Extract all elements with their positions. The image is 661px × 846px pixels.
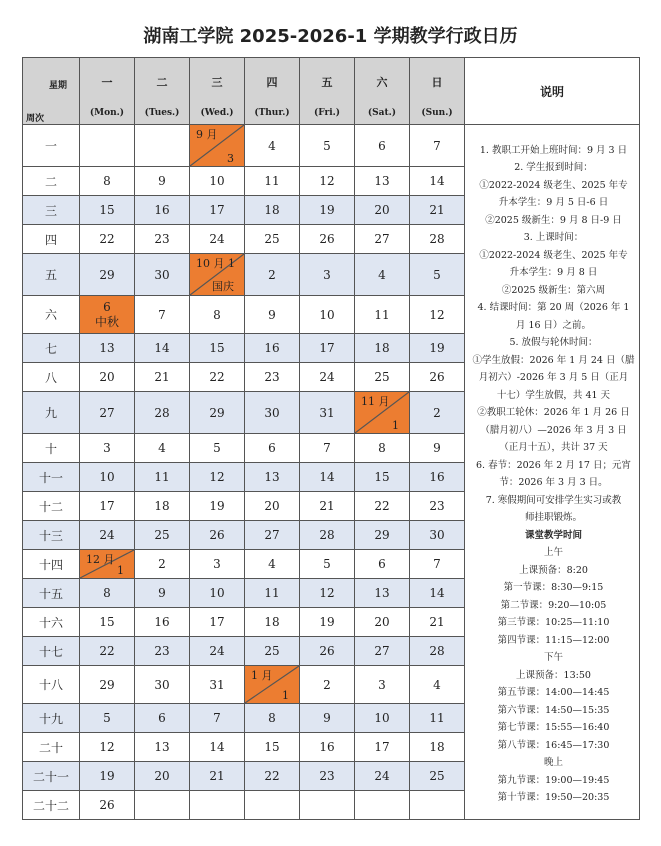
date-cell: 21 bbox=[410, 196, 465, 225]
date-cell: 28 bbox=[300, 521, 355, 550]
notes-line: ①2022-2024 级老生、2025 年专 bbox=[479, 249, 628, 261]
week-label: 十五 bbox=[23, 579, 80, 608]
date-cell: 21 bbox=[300, 492, 355, 521]
notes-line: 第六节课：14:50—15:35 bbox=[497, 704, 610, 716]
date-cell: 6 bbox=[355, 125, 410, 167]
notes-line: ②2025 级新生：9 月 8 日-9 日 bbox=[485, 214, 622, 226]
notes-line: （正月十五），共计 37 天 bbox=[499, 442, 608, 453]
notes-line: （腊月初八）—2026 年 3 月 3 日 bbox=[480, 424, 627, 436]
date-cell: 15 bbox=[245, 733, 300, 762]
date-cell bbox=[135, 125, 190, 167]
week-label: 十九 bbox=[23, 704, 80, 733]
highlight-date-bottom: 中秋 bbox=[94, 314, 119, 329]
notes-line: 第八节课：16:45—17:30 bbox=[497, 739, 610, 751]
week-label: 二十一 bbox=[23, 762, 80, 791]
date-cell bbox=[410, 791, 465, 820]
date-cell: 6 bbox=[355, 550, 410, 579]
highlight-date-top: 1 月 bbox=[251, 669, 273, 682]
date-cell: 27 bbox=[355, 225, 410, 254]
date-cell: 3 bbox=[190, 550, 245, 579]
date-cell: 19 bbox=[410, 334, 465, 363]
day-name-cn: 六 bbox=[376, 76, 388, 89]
highlight-date-bottom: 国庆 bbox=[212, 280, 234, 293]
date-cell: 17 bbox=[190, 196, 245, 225]
notes-line: 第九节课：19:00—19:45 bbox=[497, 774, 610, 786]
date-cell: 30 bbox=[135, 254, 190, 296]
date-cell: 14 bbox=[410, 579, 465, 608]
date-cell: 2 bbox=[410, 392, 465, 434]
date-cell: 31 bbox=[300, 392, 355, 434]
corner-cell bbox=[23, 58, 80, 125]
date-cell: 5 bbox=[300, 125, 355, 167]
date-cell: 2 bbox=[300, 666, 355, 704]
header-day-thu bbox=[245, 58, 300, 125]
date-cell: 27 bbox=[355, 637, 410, 666]
date-cell: 10 bbox=[190, 167, 245, 196]
notes-line: 第二节课：9:20—10:05 bbox=[500, 599, 607, 611]
date-cell: 23 bbox=[300, 762, 355, 791]
date-cell: 29 bbox=[80, 666, 135, 704]
date-cell: 30 bbox=[410, 521, 465, 550]
date-cell: 15 bbox=[80, 196, 135, 225]
date-cell: 4 bbox=[355, 254, 410, 296]
date-cell: 18 bbox=[410, 733, 465, 762]
notes-line: 月 16 日）之前。 bbox=[515, 319, 592, 331]
date-cell: 15 bbox=[190, 334, 245, 363]
date-cell: 17 bbox=[300, 334, 355, 363]
date-cell: 9 bbox=[135, 579, 190, 608]
notes-line: 7. 寒假期间可安排学生实习或教 bbox=[485, 494, 622, 506]
date-cell: 24 bbox=[300, 363, 355, 392]
week-label: 二 bbox=[23, 167, 80, 196]
date-cell: 19 bbox=[300, 608, 355, 637]
week-label: 十一 bbox=[23, 463, 80, 492]
date-cell: 12 bbox=[300, 579, 355, 608]
day-name-en: (Fri.) bbox=[313, 108, 341, 118]
notes-line: 第三节课：10:25—11:10 bbox=[497, 617, 610, 628]
date-cell: 25 bbox=[245, 225, 300, 254]
date-cell: 9 bbox=[410, 434, 465, 463]
header-day-tue bbox=[135, 58, 190, 125]
highlight-date-bottom: 1 bbox=[392, 419, 399, 432]
header-day-sun bbox=[410, 58, 465, 125]
date-cell: 22 bbox=[245, 762, 300, 791]
date-cell: 16 bbox=[410, 463, 465, 492]
day-name-en: (Tues.) bbox=[144, 108, 180, 118]
notes-content bbox=[465, 138, 639, 807]
date-cell: 10 bbox=[300, 296, 355, 334]
date-cell: 13 bbox=[355, 579, 410, 608]
date-cell: 13 bbox=[80, 334, 135, 363]
date-cell: 15 bbox=[80, 608, 135, 637]
date-cell: 26 bbox=[300, 637, 355, 666]
highlight-date-cell bbox=[355, 392, 410, 434]
date-cell: 7 bbox=[135, 296, 190, 334]
header-day-sat bbox=[355, 58, 410, 125]
notes-line: 下午 bbox=[543, 652, 563, 663]
date-cell: 8 bbox=[190, 296, 245, 334]
notes-line: 第四节课：11:15—12:00 bbox=[497, 634, 610, 646]
date-cell: 12 bbox=[410, 296, 465, 334]
date-cell: 16 bbox=[245, 334, 300, 363]
date-cell: 25 bbox=[355, 363, 410, 392]
day-name-cn: 二 bbox=[156, 76, 168, 89]
notes-header: 说明 bbox=[465, 58, 640, 125]
date-cell: 13 bbox=[245, 463, 300, 492]
notes-section-title: 课堂教学时间 bbox=[524, 529, 582, 541]
date-cell: 7 bbox=[410, 550, 465, 579]
week-label: 十七 bbox=[23, 637, 80, 666]
notes-line: 节：2026 年 3 月 3 日。 bbox=[499, 477, 608, 488]
week-label: 十四 bbox=[23, 550, 80, 579]
header-row bbox=[23, 58, 640, 125]
week-label: 二十二 bbox=[23, 791, 80, 820]
date-cell: 16 bbox=[135, 608, 190, 637]
highlight-date-cell bbox=[190, 254, 245, 296]
date-cell: 11 bbox=[245, 167, 300, 196]
date-cell: 29 bbox=[355, 521, 410, 550]
date-cell: 11 bbox=[245, 579, 300, 608]
notes-line: ①2022-2024 级老生、2025 年专 bbox=[479, 179, 628, 191]
date-cell: 17 bbox=[355, 733, 410, 762]
notes-panel bbox=[465, 125, 640, 820]
date-cell: 30 bbox=[135, 666, 190, 704]
date-cell: 22 bbox=[190, 363, 245, 392]
date-cell: 9 bbox=[300, 704, 355, 733]
date-cell: 28 bbox=[410, 225, 465, 254]
date-cell: 28 bbox=[135, 392, 190, 434]
date-cell: 4 bbox=[245, 125, 300, 167]
date-cell: 4 bbox=[410, 666, 465, 704]
notes-line: 第一节课：8:30—9:15 bbox=[503, 582, 604, 593]
day-name-cn: 五 bbox=[321, 76, 333, 89]
notes-line: ①学生放假：2026 年 1 月 24 日（腊 bbox=[472, 354, 635, 366]
date-cell: 10 bbox=[190, 579, 245, 608]
date-cell: 3 bbox=[300, 254, 355, 296]
date-cell: 11 bbox=[410, 704, 465, 733]
date-cell: 8 bbox=[80, 167, 135, 196]
notes-line: ②教职工轮休：2026 年 1 月 26 日 bbox=[477, 407, 630, 418]
notes-line: 5. 放假与轮休时间： bbox=[509, 337, 598, 348]
date-cell: 27 bbox=[80, 392, 135, 434]
date-cell: 24 bbox=[80, 521, 135, 550]
date-cell: 20 bbox=[135, 762, 190, 791]
week-label: 五 bbox=[23, 254, 80, 296]
date-cell: 17 bbox=[190, 608, 245, 637]
date-cell: 26 bbox=[80, 791, 135, 820]
date-cell: 2 bbox=[245, 254, 300, 296]
date-cell: 7 bbox=[300, 434, 355, 463]
date-cell bbox=[80, 125, 135, 167]
highlight-date-cell bbox=[245, 666, 300, 704]
week-label: 十六 bbox=[23, 608, 80, 637]
week-label: 三 bbox=[23, 196, 80, 225]
date-cell bbox=[355, 791, 410, 820]
header-day-fri bbox=[300, 58, 355, 125]
date-cell: 23 bbox=[245, 363, 300, 392]
highlight-date-cell bbox=[80, 550, 135, 579]
date-cell: 28 bbox=[410, 637, 465, 666]
date-cell: 16 bbox=[300, 733, 355, 762]
notes-line: 第五节课：14:00—14:45 bbox=[497, 687, 610, 698]
date-cell: 25 bbox=[245, 637, 300, 666]
day-name-en: (Wed.) bbox=[200, 108, 234, 118]
week-label: 十 bbox=[23, 434, 80, 463]
date-cell: 7 bbox=[410, 125, 465, 167]
date-cell: 23 bbox=[410, 492, 465, 521]
date-cell bbox=[300, 791, 355, 820]
notes-line: 晚上 bbox=[543, 757, 563, 768]
date-cell: 31 bbox=[190, 666, 245, 704]
date-cell: 9 bbox=[245, 296, 300, 334]
date-cell: 13 bbox=[355, 167, 410, 196]
date-cell: 21 bbox=[410, 608, 465, 637]
date-cell: 19 bbox=[300, 196, 355, 225]
day-name-cn: 四 bbox=[266, 76, 278, 89]
week-label: 八 bbox=[23, 363, 80, 392]
date-cell: 25 bbox=[410, 762, 465, 791]
day-name-en: (Mon.) bbox=[89, 108, 125, 118]
date-cell: 27 bbox=[245, 521, 300, 550]
date-cell bbox=[190, 791, 245, 820]
highlight-date-bottom: 3 bbox=[227, 152, 234, 165]
date-cell: 5 bbox=[190, 434, 245, 463]
date-cell: 29 bbox=[80, 254, 135, 296]
date-cell: 4 bbox=[135, 434, 190, 463]
date-cell: 9 bbox=[135, 167, 190, 196]
date-cell: 26 bbox=[410, 363, 465, 392]
week-corner-label: 周次 bbox=[26, 114, 45, 124]
date-cell: 4 bbox=[245, 550, 300, 579]
date-cell: 10 bbox=[355, 704, 410, 733]
notes-line: 2. 学生报到时间： bbox=[514, 162, 593, 173]
date-cell bbox=[245, 791, 300, 820]
date-cell: 19 bbox=[190, 492, 245, 521]
notes-line: 第十节课：19:50—20:35 bbox=[497, 792, 610, 803]
notes-line: 6. 春节：2026 年 2 月 17 日；元宵 bbox=[476, 459, 631, 471]
date-cell: 18 bbox=[355, 334, 410, 363]
date-cell: 18 bbox=[245, 608, 300, 637]
notes-line: 升本学生：9 月 5 日-6 日 bbox=[498, 197, 609, 208]
highlight-date-bottom: 1 bbox=[282, 689, 289, 702]
date-cell: 12 bbox=[190, 463, 245, 492]
date-cell: 7 bbox=[190, 704, 245, 733]
notes-line: 3. 上课时间： bbox=[523, 232, 584, 243]
weekday-corner-label: 星期 bbox=[49, 81, 68, 91]
date-cell: 26 bbox=[190, 521, 245, 550]
date-cell: 6 bbox=[245, 434, 300, 463]
week-label: 十三 bbox=[23, 521, 80, 550]
day-name-en: (Sun.) bbox=[421, 108, 453, 118]
date-cell: 3 bbox=[80, 434, 135, 463]
date-cell: 5 bbox=[80, 704, 135, 733]
date-cell: 24 bbox=[190, 637, 245, 666]
highlight-date-top: 6 bbox=[103, 299, 111, 314]
date-cell: 11 bbox=[135, 463, 190, 492]
date-cell: 16 bbox=[135, 196, 190, 225]
day-name-cn: 三 bbox=[211, 76, 223, 89]
week-label: 一 bbox=[23, 125, 80, 167]
week-label: 四 bbox=[23, 225, 80, 254]
date-cell: 12 bbox=[300, 167, 355, 196]
day-name-en: (Thur.) bbox=[254, 108, 290, 118]
highlight-date-cell bbox=[190, 125, 245, 167]
notes-line: ②2025 级新生：第六周 bbox=[501, 284, 606, 296]
week-label: 六 bbox=[23, 296, 80, 334]
notes-line: 十七）学生放假，共 41 天 bbox=[496, 389, 611, 401]
date-cell: 8 bbox=[355, 434, 410, 463]
date-cell: 14 bbox=[410, 167, 465, 196]
date-cell: 3 bbox=[355, 666, 410, 704]
day-name-en: (Sat.) bbox=[367, 108, 397, 118]
week-label: 七 bbox=[23, 334, 80, 363]
day-name-cn: 日 bbox=[431, 76, 443, 89]
date-cell: 18 bbox=[135, 492, 190, 521]
date-cell: 5 bbox=[300, 550, 355, 579]
date-cell: 14 bbox=[135, 334, 190, 363]
date-cell: 23 bbox=[135, 225, 190, 254]
notes-line: 1. 教职工开始上班时间：9 月 3 日 bbox=[479, 144, 628, 156]
date-cell: 5 bbox=[410, 254, 465, 296]
week-label: 十二 bbox=[23, 492, 80, 521]
notes-line: 上课预备：13:50 bbox=[516, 669, 591, 681]
date-cell: 10 bbox=[80, 463, 135, 492]
highlight-date-top: 12 月 bbox=[86, 553, 115, 566]
date-cell: 14 bbox=[190, 733, 245, 762]
date-cell: 22 bbox=[355, 492, 410, 521]
notes-line: 升本学生：9 月 8 日 bbox=[509, 267, 598, 278]
date-cell: 18 bbox=[245, 196, 300, 225]
date-cell: 13 bbox=[135, 733, 190, 762]
date-cell: 25 bbox=[135, 521, 190, 550]
date-cell: 22 bbox=[80, 225, 135, 254]
date-cell: 17 bbox=[80, 492, 135, 521]
date-cell: 20 bbox=[80, 363, 135, 392]
notes-line: 第七节课：15:55—16:40 bbox=[497, 722, 610, 733]
date-cell: 6 bbox=[135, 704, 190, 733]
page-title: 湖南工学院 2025-2026-1 学期教学行政日历 bbox=[143, 26, 518, 47]
date-cell: 2 bbox=[135, 550, 190, 579]
week-label: 九 bbox=[23, 392, 80, 434]
date-cell: 21 bbox=[135, 363, 190, 392]
highlight-date-top: 10 月 1 bbox=[196, 257, 235, 270]
week-label: 二十 bbox=[23, 733, 80, 762]
week-row bbox=[23, 125, 640, 167]
date-cell: 14 bbox=[300, 463, 355, 492]
date-cell: 12 bbox=[80, 733, 135, 762]
date-cell: 26 bbox=[300, 225, 355, 254]
notes-line: 4. 结课时间：第 20 周（2026 年 1 bbox=[477, 302, 630, 313]
date-cell: 23 bbox=[135, 637, 190, 666]
notes-line: 月初六）-2026 年 3 月 5 日（正月 bbox=[478, 372, 629, 383]
date-cell: 8 bbox=[245, 704, 300, 733]
date-cell: 21 bbox=[190, 762, 245, 791]
date-cell: 11 bbox=[355, 296, 410, 334]
highlight-date-bottom: 1 bbox=[117, 564, 124, 577]
day-name-cn: 一 bbox=[101, 76, 113, 89]
date-cell: 24 bbox=[355, 762, 410, 791]
date-cell: 30 bbox=[245, 392, 300, 434]
header-day-wed bbox=[190, 58, 245, 125]
date-cell: 24 bbox=[190, 225, 245, 254]
date-cell: 20 bbox=[355, 196, 410, 225]
week-label: 十八 bbox=[23, 666, 80, 704]
date-cell: 22 bbox=[80, 637, 135, 666]
date-cell bbox=[135, 791, 190, 820]
date-cell: 20 bbox=[245, 492, 300, 521]
highlight-date-top: 9 月 bbox=[196, 128, 218, 141]
highlight-date-top: 11 月 bbox=[361, 395, 390, 408]
date-cell: 15 bbox=[355, 463, 410, 492]
highlight-date-cell bbox=[80, 296, 135, 334]
calendar-table bbox=[22, 57, 640, 820]
date-cell: 20 bbox=[355, 608, 410, 637]
notes-line: 上午 bbox=[543, 547, 563, 558]
notes-line: 师挂职锻炼。 bbox=[524, 512, 582, 523]
date-cell: 19 bbox=[80, 762, 135, 791]
notes-line: 上课预备：8:20 bbox=[519, 564, 588, 576]
date-cell: 8 bbox=[80, 579, 135, 608]
header-day-mon bbox=[80, 58, 135, 125]
date-cell: 29 bbox=[190, 392, 245, 434]
